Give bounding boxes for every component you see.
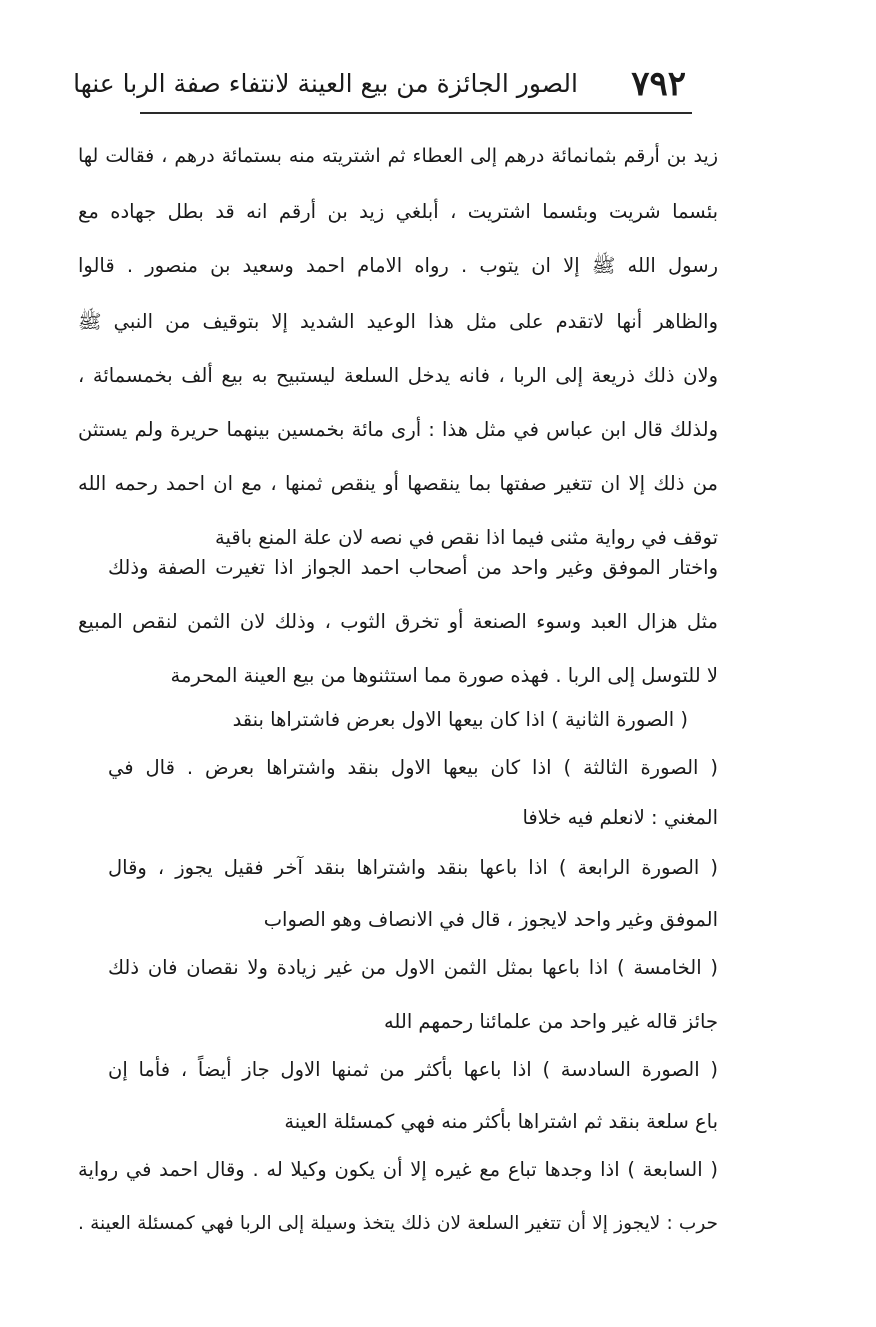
text-line: ولان ذلك ذريعة إلى الربا ، فانه يدخل السلعة ليستبيح به بيع ألف بخمسمائة ، bbox=[78, 364, 718, 387]
page-number: ٧٩٢ bbox=[631, 64, 686, 104]
text-line: توقف في رواية مثنى فيما اذا نقص في نصه لان علة المنع باقية bbox=[215, 526, 718, 549]
text-line: مثل هزال العبد وسوء الصنعة أو تخرق الثوب ، وذلك لان الثمن لنقص المبيع bbox=[78, 610, 718, 633]
text-line: باع سلعة بنقد ثم اشتراها بأكثر منه فهي كمسئلة العينة bbox=[284, 1110, 718, 1133]
text-line: ولذلك قال ابن عباس في مثل هذا : أرى مائة بخمسين بينهما حريرة ولم يستثن bbox=[78, 418, 718, 441]
text-line: واختار الموفق وغير واحد من أصحاب احمد الجواز اذا تغيرت الصفة وذلك bbox=[108, 556, 718, 579]
header-divider bbox=[140, 112, 692, 114]
text-line: لا للتوسل إلى الربا . فهذه صورة مما استثنوها من بيع العينة المحرمة bbox=[170, 664, 718, 687]
text-line: الموفق وغير واحد لايجوز ، قال في الانصاف وهو الصواب bbox=[263, 908, 718, 931]
text-line: ( الصورة الثانية ) اذا كان بيعها الاول بعرض فاشتراها بنقد bbox=[232, 708, 688, 731]
text-line: جائز قاله غير واحد من علمائنا رحمهم الله bbox=[383, 1010, 718, 1033]
text-line: بئسما شريت وبئسما اشتريت ، أبلغي زيد بن أرقم انه قد بطل جهاده مع bbox=[78, 200, 718, 223]
page-header bbox=[73, 62, 686, 110]
text-line: والظاهر أنها لاتقدم على مثل هذا الوعيد الشديد إلا بتوقيف من النبي ﷺ bbox=[78, 310, 718, 333]
text-line: ( الصورة الرابعة ) اذا باعها بنقد واشتراها بنقد آخر فقيل يجوز ، وقال bbox=[108, 856, 718, 879]
text-line: المغني : لانعلم فيه خلافا bbox=[522, 806, 718, 829]
text-line: ( الصورة الثالثة ) اذا كان بيعها الاول بنقد واشتراها بعرض . قال في bbox=[108, 756, 718, 779]
text-line: حرب : لايجوز إلا أن تتغير السلعة لان ذلك يتخذ وسيلة إلى الربا فهي كمسئلة العينة . bbox=[78, 1213, 718, 1234]
text-line: ( الخامسة ) اذا باعها بمثل الثمن الاول من غير زيادة ولا نقصان فان ذلك bbox=[108, 956, 718, 979]
text-line: ( الصورة السادسة ) اذا باعها بأكثر من ثمنها الاول جاز أيضاً ، فأما إن bbox=[108, 1058, 718, 1081]
running-title: الصور الجائزة من بيع العينة لانتفاء صفة الربا عنها bbox=[73, 69, 578, 98]
text-line: رسول الله ﷺ إلا ان يتوب . رواه الامام احمد وسعيد بن منصور . قالوا bbox=[78, 254, 718, 277]
text-line: زيد بن أرقم بثمانمائة درهم إلى العطاء ثم اشتريته منه بستمائة درهم ، فقالت لها bbox=[78, 145, 718, 167]
text-line: ( السابعة ) اذا وجدها تباع مع غيره إلا أن يكون وكيلا له . وقال احمد في رواية bbox=[78, 1158, 718, 1181]
text-line: من ذلك إلا ان تتغير صفتها بما ينقصها أو ينقص ثمنها ، مع ان احمد رحمه الله bbox=[78, 472, 718, 495]
